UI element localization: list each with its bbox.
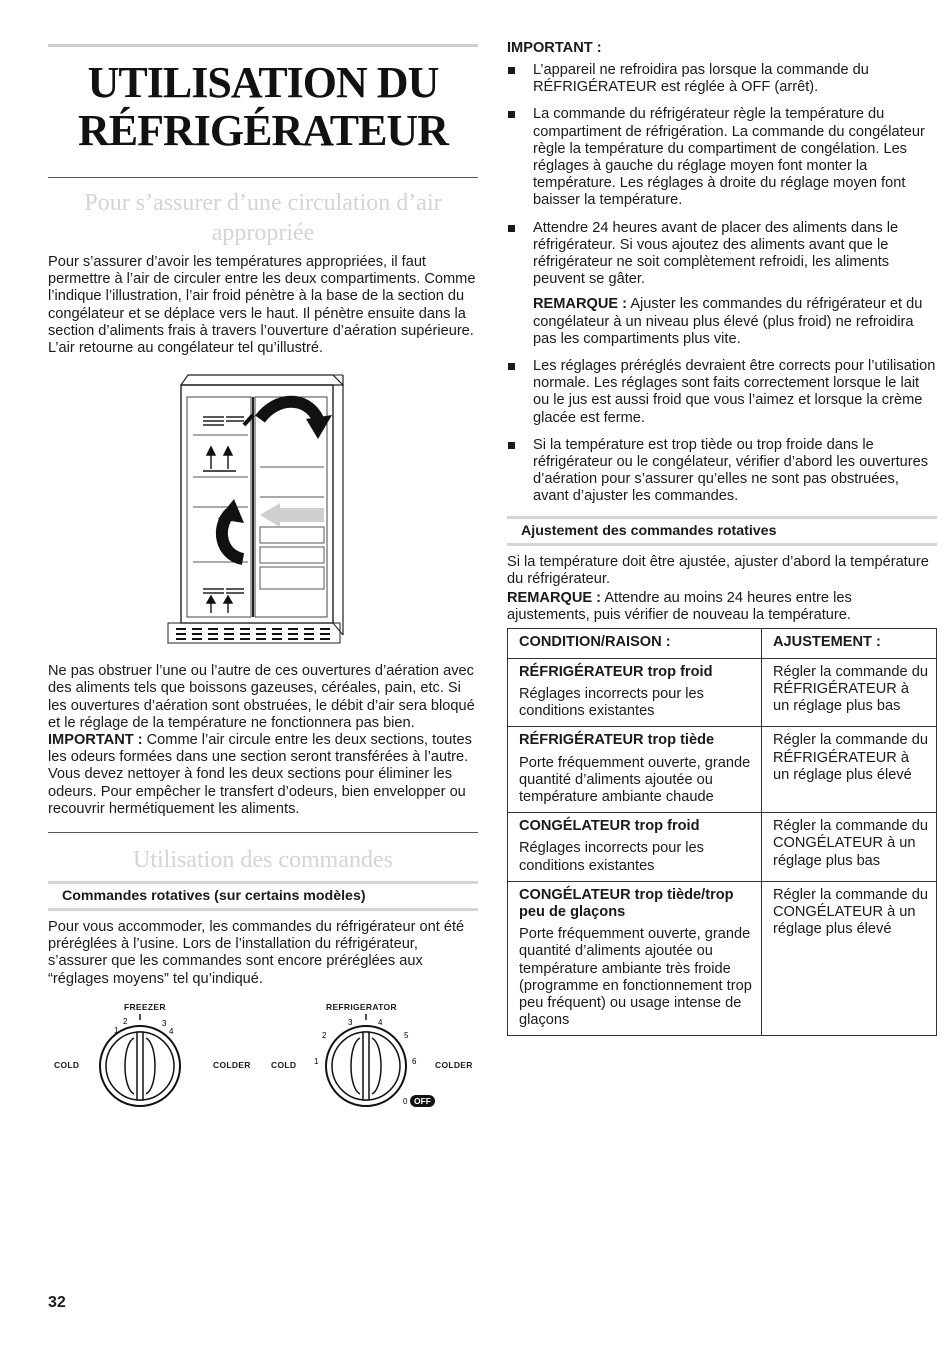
remark-text: Ajuster les commandes du réfrigérateur et du congélateur à un niveau plus élevé (plus froid) ne refroidira pas les compartiments plus vite.: [533, 296, 923, 347]
svg-text:OFF: OFF: [414, 1095, 431, 1106]
freezer-cold-label: COLD: [54, 1059, 80, 1070]
svg-text:5: 5: [404, 1030, 409, 1040]
condition-desc: Porte fréquemment ouverte, grande quantité d’aliments ajoutée ou température ambiante très froide (programme en fonctionnement trop peu fréquent) ou usage intense de glaçons: [519, 926, 752, 1029]
table-cell-action: Régler la commande du RÉFRIGÉRATEUR à un réglage plus élevé: [762, 727, 937, 813]
table-header-row: [508, 629, 937, 658]
table-cell-action: Régler la commande du CONGÉLATEUR à un réglage plus bas: [762, 813, 937, 882]
list-item: [507, 358, 937, 427]
table-cell-condition: [508, 881, 762, 1036]
svg-text:2: 2: [322, 1030, 327, 1040]
svg-text:1: 1: [114, 1025, 119, 1035]
airflow-illustration: [48, 367, 478, 657]
table-row: [508, 881, 937, 1036]
controls-subheading: Commandes rotatives (sur certains modèles): [48, 881, 478, 911]
condition-title: RÉFRIGÉRATEUR trop froid: [519, 663, 713, 680]
condition-title: RÉFRIGÉRATEUR trop tiède: [519, 732, 715, 749]
svg-text:4: 4: [169, 1026, 174, 1036]
fridge-cold-label: COLD: [271, 1059, 297, 1070]
dials-graphic: [48, 998, 478, 1138]
svg-text:6: 6: [412, 1056, 417, 1066]
controls-heading: Utilisation des commandes: [133, 847, 393, 874]
list-item-text: La commande du réfrigérateur règle la température du compartiment de réfrigération. La commande du congélateur règle la température du compartiment de congélation. Les réglages à gauche du réglage moyen font monter la température. Les réglages à droite du réglage moyen font baisser la température.: [533, 106, 925, 209]
remark-label: REMARQUE :: [533, 296, 628, 313]
adjust-subheading: Ajustement des commandes rotatives: [507, 516, 937, 546]
bullet-square-icon: [508, 225, 515, 232]
list-item-text: Les réglages préréglés devraient être corrects pour l’utilisation normale. Les réglages sont faits correctement lorsque le lait ou le jus est aussi froid que vous l’aimez et lorsque la crème glacée est ferme.: [533, 358, 936, 426]
fridge-airflow-diagram: [48, 367, 478, 657]
important-text: Comme l’air circule entre les deux sections, toutes les odeurs formées dans une section seront transférées à l’autre. Vous devez nettoyer à fond les deux sections pour éliminer les odeurs. Pour empêcher le transfert d’odeurs, bien envelopper ou recouvrir hermétiquement les aliments.: [48, 732, 472, 817]
airflow-important: [48, 732, 478, 818]
table-row: [508, 658, 937, 727]
freezer-label: FREEZER: [124, 1001, 166, 1012]
important-label: IMPORTANT :: [48, 732, 143, 749]
svg-text:4: 4: [378, 1017, 383, 1027]
list-item-text: L’appareil ne refroidira pas lorsque la commande du RÉFRIGÉRATEUR est réglée à OFF (arrêt).: [533, 62, 869, 96]
table-row: [508, 813, 937, 882]
table-header-adjust: AJUSTEMENT :: [762, 629, 937, 658]
table-cell-condition: [508, 813, 762, 882]
airflow-para1: Pour s’assurer d’avoir les températures appropriées, il faut permettre à l’air de circuler entre les deux compartiments. Comme l’indique l’illustration, l’air froid pénètre à la base de la section du congélateur et se déplace vers le haut. Il pénètre ensuite dans la section d’aliments frais à travers l’ouverture d’aération supérieure. L’air retourne au congélateur tel qu’illustré.: [48, 254, 476, 357]
adjust-remark-text: Attendre au moins 24 heures entre les ajustements, puis vérifier de nouveau la température.: [507, 590, 852, 624]
svg-text:3: 3: [162, 1018, 167, 1028]
left-column: [48, 40, 478, 1138]
airflow-para2: Ne pas obstruer l’une ou l’autre de ces ouvertures d’aération avec des aliments tels que boissons gazeuses, céréales, pain, etc. Si les ouvertures d’aération sont obstruées, le débit d’air sera bloqué et le réglage de la température ne fonctionnera pas bien.: [48, 663, 475, 731]
adjust-remark-label: REMARQUE :: [507, 590, 602, 607]
list-item: [507, 220, 937, 289]
freezer-colder-label: COLDER: [213, 1059, 251, 1070]
adjust-para: Si la température doit être ajustée, ajuster d’abord la température du réfrigérateur.: [507, 553, 929, 587]
bullet-square-icon: [508, 67, 515, 74]
table-cell-action: Régler la commande du RÉFRIGÉRATEUR à un réglage plus bas: [762, 658, 937, 727]
svg-text:2: 2: [123, 1016, 128, 1026]
title-rule: [48, 177, 478, 178]
list-item: [507, 62, 937, 96]
controls-rule: [48, 832, 478, 833]
page-number: 32: [48, 1294, 66, 1311]
condition-desc: Porte fréquemment ouverte, grande quantité d’aliments ajoutée ou température ambiante chaude: [519, 754, 751, 805]
adjustment-table: [507, 628, 937, 1036]
bullet-square-icon: [508, 363, 515, 370]
table-row: [508, 727, 937, 813]
freezer-dial: [100, 1014, 180, 1106]
page-title: [48, 58, 478, 155]
controls-para: Pour vous accommoder, les commandes du réfrigérateur ont été préréglées à l’usine. Lors de l’installation du réfrigérateur, s’assurer que les commandes sont encore préréglées aux “réglages moyens” tel qu’indiqué.: [48, 919, 465, 987]
svg-text:3: 3: [348, 1017, 353, 1027]
table-cell-condition: [508, 658, 762, 727]
bullet-square-icon: [508, 111, 515, 118]
bullet-square-icon: [508, 442, 515, 449]
refrigerator-dial: [314, 1014, 435, 1107]
condition-title: CONGÉLATEUR trop froid: [519, 818, 700, 835]
refrigerator-label: REFRIGERATOR: [326, 1001, 397, 1012]
important-remark: [533, 296, 937, 348]
condition-desc: Réglages incorrects pour les conditions existantes: [519, 685, 704, 720]
adjust-remark: [507, 590, 937, 624]
important-heading: IMPORTANT :: [507, 40, 602, 56]
important-list-2: [507, 358, 937, 506]
table-header-condition: CONDITION/RAISON :: [508, 629, 762, 658]
fridge-colder-label: COLDER: [435, 1059, 473, 1070]
page-title-line1: UTILISATION DU: [87, 58, 439, 107]
airflow-heading: Pour s’assurer d’une circulation d’air appropriée: [84, 190, 442, 246]
condition-title: CONGÉLATEUR trop tiède/trop peu de glaçons: [519, 886, 734, 920]
table-cell-condition: [508, 727, 762, 813]
right-column: [507, 40, 937, 1036]
table-cell-action: Régler la commande du CONGÉLATEUR à un réglage plus élevé: [762, 881, 937, 1036]
list-item: [507, 437, 937, 506]
list-item-text: Si la température est trop tiède ou trop froide dans le réfrigérateur ou le congélateur, vérifier d’abord les ouvertures d’aération pour s’assurer qu’elles ne sont pas obstruées, avant d’ajuster les commandes.: [533, 436, 929, 505]
page-title-line2: RÉFRIGÉRATEUR: [77, 106, 448, 155]
condition-desc: Réglages incorrects pour les conditions existantes: [519, 840, 704, 874]
svg-text:0: 0: [403, 1096, 408, 1106]
control-dials: [48, 998, 478, 1138]
list-item: [507, 106, 937, 209]
svg-text:1: 1: [314, 1056, 319, 1066]
important-list: [507, 62, 937, 288]
list-item-text: Attendre 24 heures avant de placer des aliments dans le réfrigérateur. Si vous ajoutez des aliments avant que le réfrigérateur ne soit complètement refroidi, les aliments peuvent se gâter.: [533, 219, 899, 288]
top-rule: [48, 44, 478, 47]
